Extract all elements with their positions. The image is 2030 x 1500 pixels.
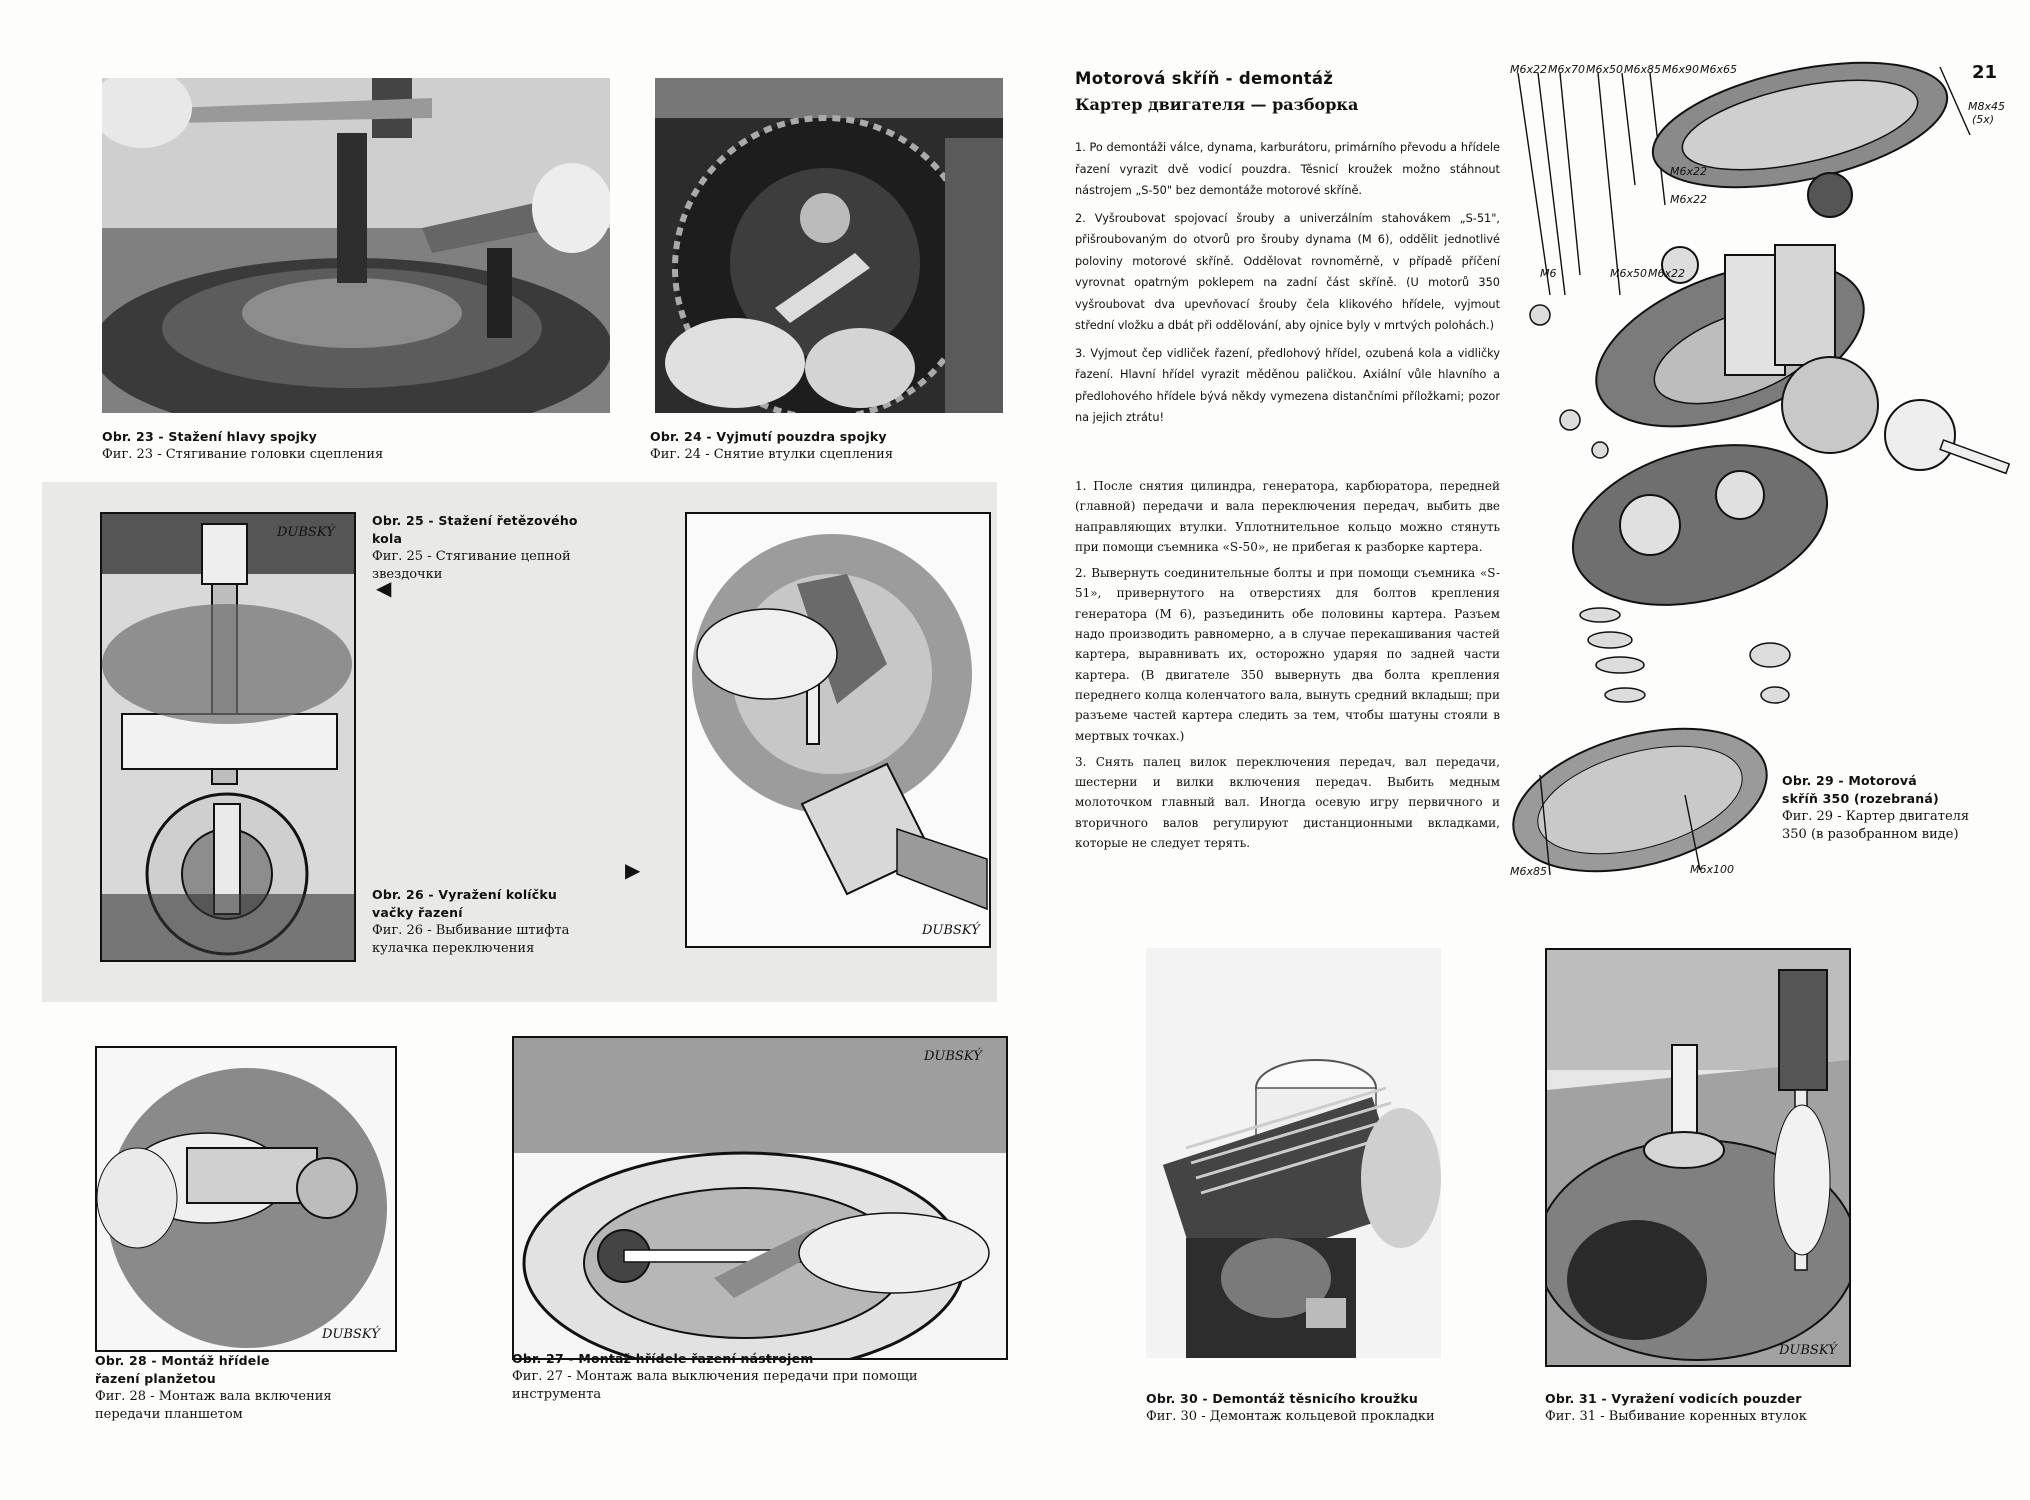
figure-23-photo: [102, 78, 610, 413]
paragraph-cz-1: 1. Po demontáži válce, dynama, karburátoru, primárního převodu a hřídele řazení vyrazit dvě vodicí pouzdra. Těsnicí kroužek možno stáhnout nástrojem „S-50" bez demontáže motorové skříně.: [1075, 141, 1500, 197]
diagram-label: M6x50: [1610, 267, 1647, 280]
figure-30-photo: [1146, 948, 1441, 1358]
paragraph-ru-3: 3. Снять палец вилок переключения передач, вал передачи, шестерни и вилки включения передач. Выбить медным молоточком главный вал. Иногда осевую игру первичного и вторичного валов регулируют дистанционными вкладками, которые не следует терять.: [1075, 754, 1500, 851]
figure-29-caption-cz: Obr. 29 - Motorová skříň 350 (rozebraná): [1782, 773, 1939, 806]
figure-28-caption: [95, 1352, 395, 1424]
figure-25-drawing: [100, 512, 356, 962]
paragraph-cz-2: 2. Vyšroubovat spojovací šrouby a univerzálním stahovákem „S-51", přišroubovaným do otvorů pro šrouby dynama (M 6), oddělit jednotlivé poloviny motorové skříně. Oddělovat rovnoměrně, v případě příčení vyrovnat opatrným poklepem na zadní část skříně. (U motorů 350 vyšroubovat dva upevňovací šrouby čela klikového hřídele, vyjmout střední vložku a dbát při oddělování, aby ojnice byly v mrtvých polohách.): [1075, 211, 1500, 332]
figure-26-caption-ru: Фиг. 26 - Выбивание штифта кулачка переключения: [372, 923, 570, 956]
text-column-ru: [1075, 476, 1500, 859]
figure-25-caption-ru: Фиг. 25 - Стягивание цепной звездочки: [372, 549, 571, 582]
figure-31-caption-cz: Obr. 31 - Vyražení vodicích pouzder: [1545, 1391, 1802, 1406]
diagram-label: M6x85: [1510, 865, 1547, 878]
figure-23-caption: [102, 428, 383, 464]
diagram-label: M6x22: [1670, 165, 1707, 178]
figure-26-caption: [372, 886, 612, 958]
right-arrow-icon: ▶: [625, 858, 641, 882]
diagram-label: M6x22: [1648, 267, 1685, 280]
figure-30-caption-ru: Фиг. 30 - Демонтаж кольцевой прокладки: [1146, 1409, 1435, 1424]
figure-24-caption-cz: Obr. 24 - Vyjmutí pouzdra spojky: [650, 429, 887, 444]
diagram-label: M6x22: [1670, 193, 1707, 206]
signature-dubsky: DUBSKÝ: [924, 1049, 982, 1064]
diagram-label: M6x85: [1624, 63, 1661, 76]
diagram-label: M6x65: [1700, 63, 1737, 76]
diagram-label: M8x45: [1968, 100, 2005, 113]
heading-ru: Картер двигателя — разборка: [1075, 95, 1359, 114]
figure-29-caption: [1782, 772, 2002, 844]
diagram-label: M6x22: [1510, 63, 1547, 76]
figure-26-drawing: [685, 512, 991, 948]
figure-24-caption-ru: Фиг. 24 - Снятие втулки сцепления: [650, 447, 894, 462]
figure-24-photo: [655, 78, 1003, 413]
figure-29-exploded-diagram: [1500, 55, 2010, 885]
signature-dubsky: DUBSKÝ: [277, 525, 335, 540]
figure-27-caption-ru: Фиг. 27 - Монтаж вала выключения передачи при помощи инструмента: [512, 1369, 918, 1402]
page-number: 21: [1972, 62, 1998, 83]
figure-27-drawing: [512, 1036, 1008, 1360]
figure-26-caption-cz: Obr. 26 - Vyražení kolíčku vačky řazení: [372, 887, 558, 920]
diagram-label: M6x90: [1662, 63, 1699, 76]
heading-cz: Motorová skříň - demontáž: [1075, 69, 1334, 88]
signature-dubsky: DUBSKÝ: [1779, 1343, 1837, 1358]
left-arrow-icon: ◀: [376, 576, 392, 600]
figure-28-caption-cz: Obr. 28 - Montáž hřídele řazení planžetou: [95, 1353, 270, 1386]
diagram-label: M6x70: [1548, 63, 1585, 76]
paragraph-ru-2: 2. Вывернуть соединительные болты и при помощи съемника «S-51», привернутого на отверстиях для болтов крепления генератора (M 6), разъединить обе половины картера. Разъем надо производить равномерно, а в случае перекашивания частей картера, выравнивать их, осторожно ударяя по задней части картера. (В двигателе 350 вывернуть два болта крепления переднего колца коленчатого вала, вынуть средний вкладыш; при разъеме частей картера следить за тем, чтобы шатуны стояли в мертвых точках.): [1075, 566, 1500, 743]
signature-dubsky: DUBSKÝ: [322, 1327, 380, 1342]
paragraph-ru-1: 1. После снятия цилиндра, генератора, карбюратора, передней (главной) передачи и вала переключения передач, выбить две направляющих втулки. Уплотнительное кольцо можно стянуть при помощи съемника «S-50», не прибегая к разборке картера.: [1075, 479, 1500, 554]
diagram-label: M6x50: [1586, 63, 1623, 76]
text-column-cz: [1075, 137, 1500, 435]
figure-25-caption-cz: Obr. 25 - Stažení řetězového kola: [372, 513, 578, 546]
figure-23-caption-cz: Obr. 23 - Stažení hlavy spojky: [102, 429, 318, 444]
paragraph-cz-3: 3. Vyjmout čep vidliček řazení, předlohový hřídel, ozubená kola a vidličky řazení. Hlavní hřídel vyrazit měděnou paličkou. Axiální vůle hlavního a předlohového hřídele bývá někdy vymezena distančními příložkami; pozor na jejich ztrátu!: [1075, 346, 1500, 424]
figure-27-caption: [512, 1350, 932, 1404]
figure-24-caption: [650, 428, 893, 464]
figure-23-caption-ru: Фиг. 23 - Стягивание головки сцепления: [102, 447, 384, 462]
figure-30-caption: [1146, 1390, 1476, 1426]
figure-29-caption-ru: Фиг. 29 - Картер двигателя 350 (в разобранном виде): [1782, 809, 1970, 842]
figure-27-caption-cz: Obr. 27 - Montáž hřídele řazení nástrojem: [512, 1351, 814, 1366]
figure-31-drawing: [1545, 948, 1851, 1367]
diagram-label: (5x): [1972, 113, 1995, 126]
diagram-label: M6x100: [1690, 863, 1734, 876]
figure-30-caption-cz: Obr. 30 - Demontáž těsnicího kroužku: [1146, 1391, 1419, 1406]
figure-28-caption-ru: Фиг. 28 - Монтаж вала включения передачи планшетом: [95, 1389, 332, 1422]
diagram-label: M6: [1540, 267, 1557, 280]
figure-28-drawing: [95, 1046, 397, 1352]
figure-31-caption: [1545, 1390, 1875, 1426]
figure-31-caption-ru: Фиг. 31 - Выбивание коренных втулок: [1545, 1409, 1807, 1424]
signature-dubsky: DUBSKÝ: [922, 923, 980, 938]
figure-25-caption: [372, 512, 612, 584]
